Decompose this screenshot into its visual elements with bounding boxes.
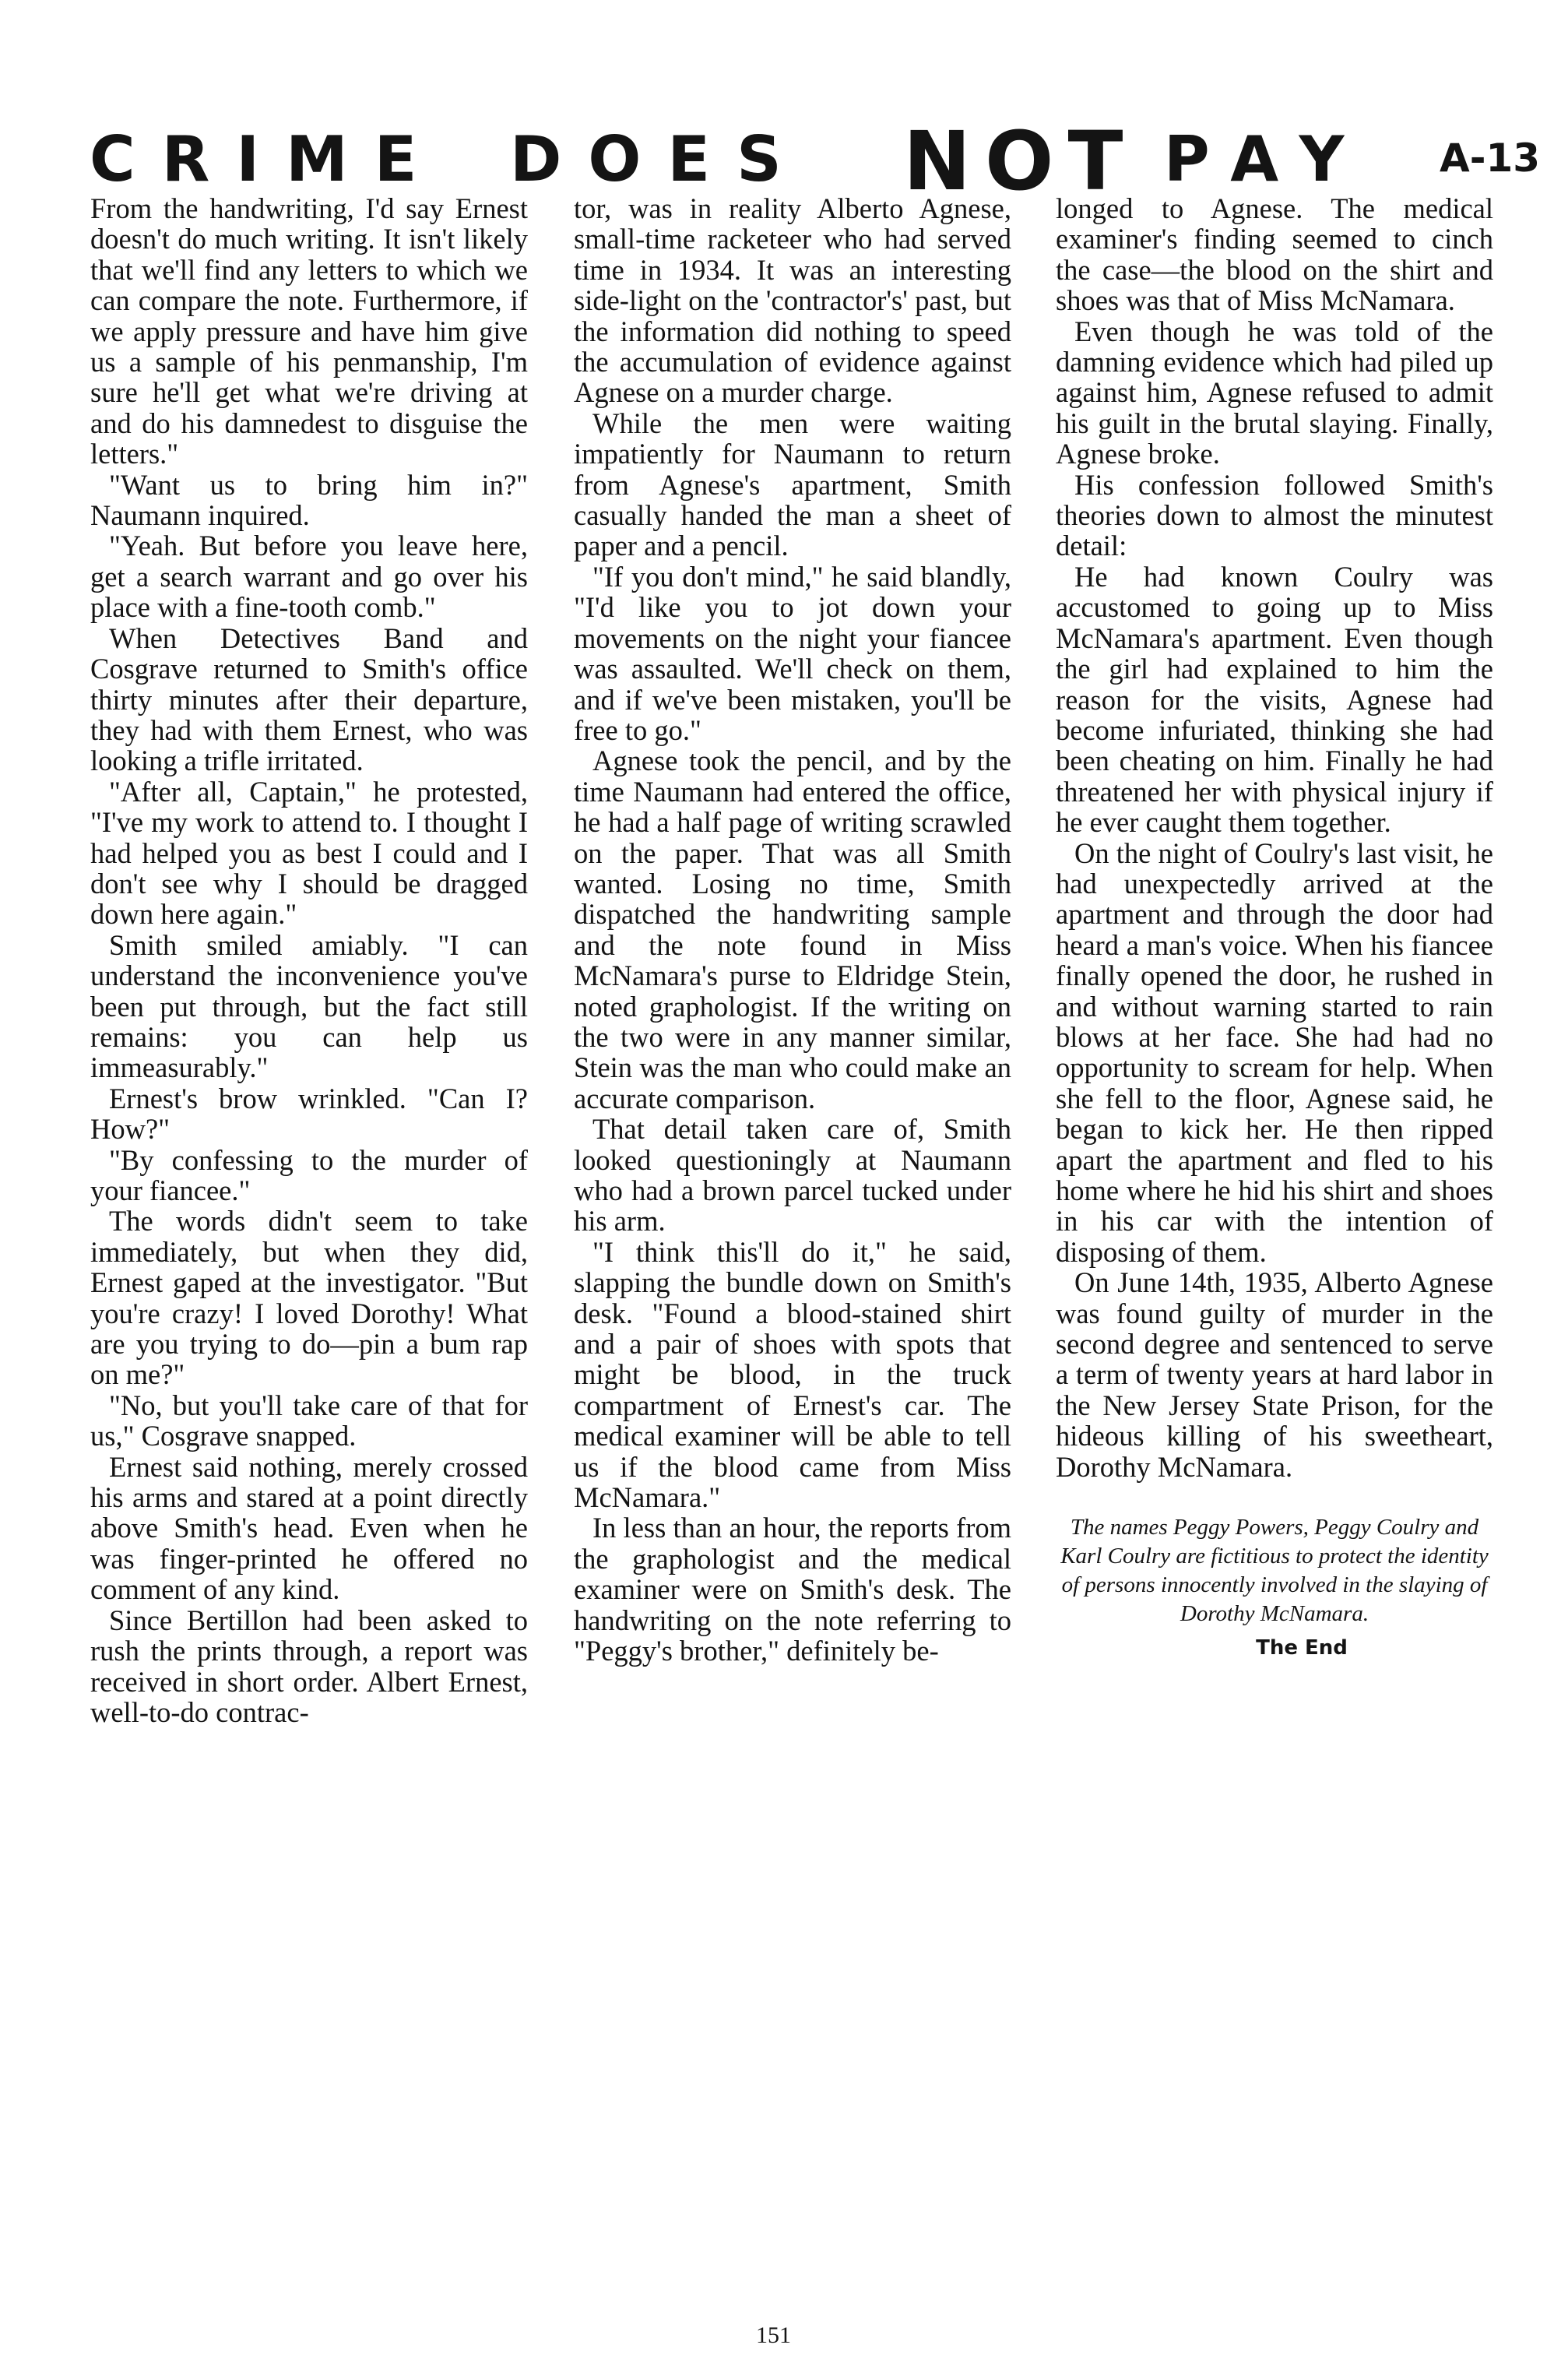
page-header — [90, 114, 1541, 209]
paragraph: tor, was in reality Alberto Agnese, small-time racketeer who had served time in 1934. It was an interesting side-light on the 'contractor's' past, but the information did nothing to speed the accumulation of evidence against Agnese on a murder charge. — [574, 193, 1011, 409]
paragraph: When Detectives Band and Cosgrave returned to Smith's office thirty minutes after their departure, they had with them Ernest, who was looking a trifle irritated. — [90, 621, 528, 777]
paragraph: "No, but you'll take care of that for us," Cosgrave snapped. — [90, 1389, 528, 1452]
paragraph: "By confessing to the murder of your fiancee." — [90, 1143, 528, 1206]
paragraph: "Yeah. But before you leave here, get a search warrant and go over his place with a fine-tooth comb." — [90, 530, 528, 624]
paragraph: Even though he was told of the damning evidence which had piled up against him, Agnese refused to admit his guilt in the brutal slaying. Finally, Agnese broke. — [1056, 315, 1493, 470]
paragraph: From the handwriting, I'd say Ernest doesn't do much writing. It isn't likely that we'll find any letters to which we can compare the note. Furthermore, if we apply pressure and have him give us a sample of his penmanship, I'm sure he'll get what we're driving at and do his damnedest to disguise the letters." — [90, 193, 528, 470]
paragraph: In less than an hour, the reports from the graphologist and the medical examiner were on Smith's desk. The handwriting on the note referring to "Peggy's brother," definitely be- — [574, 1512, 1011, 1667]
header-word-not: NOT — [903, 114, 1137, 209]
paragraph: Since Bertillon had been asked to rush the prints through, a report was received in short order. Albert Ernest, well-to-do contrac- — [90, 1604, 528, 1728]
paragraph: While the men were waiting impatiently for Naumann to return from Agnese's apartment, Smith casually handed the man a sheet of paper and a pencil. — [574, 407, 1011, 562]
paragraph: On June 14th, 1935, Alberto Agnese was found guilty of murder in the second degree and sentenced to serve a term of twenty years at hard labor in the New Jersey State Prison, for the hideous killing of his sweetheart, Dorothy McNamara. — [1056, 1266, 1493, 1483]
paragraph: Smith smiled amiably. "I can understand the inconvenience you've been put through, but the fact still remains: you can help us immeasurably." — [90, 928, 528, 1084]
paragraph: He had known Coulry was accustomed to going up to Miss McNamara's apartment. Even though the girl had explained to him the reason for the visits, Agnese had become infuriated, thinking she had been cheating on him. Finally he had threatened her with physical injury if he ever caught them together. — [1056, 560, 1493, 839]
paragraph: "I think this'll do it," he said, slapping the bundle down on Smith's desk. "Found a blood-stained shirt and a pair of shoes with spots that might be blood, in the truck compartment of Ernest's car. The medical examiner will be able to tell us if the blood came from Miss McNamara." — [574, 1235, 1011, 1514]
paragraph: "Want us to bring him in?" Naumann inquired. — [90, 468, 528, 532]
paragraph: Ernest said nothing, merely crossed his arms and stared at a point directly above Smith's head. Even when he was finger-printed he offered no comment of any kind. — [90, 1450, 528, 1606]
paragraph: "After all, Captain," he protested, "I've my work to attend to. I thought I had helped you as best I could and I don't see why I should be dragged down here again." — [90, 775, 528, 931]
header-word-does: DOES — [510, 123, 808, 195]
paragraph: That detail taken care of, Smith looked questioningly at Naumann who had a brown parcel tucked under his arm. — [574, 1113, 1011, 1238]
header-word-pay: PAY — [1164, 123, 1371, 195]
text-column-1 — [90, 193, 528, 2171]
paragraph: The words didn't seem to take immediately, but when they did, Ernest gaped at the investigator. "But you're crazy! I loved Dorothy! What are you trying to do—pin a bum rap on me?" — [90, 1205, 528, 1391]
page-number: 151 — [756, 2322, 791, 2348]
paragraph: longed to Agnese. The medical examiner's finding seemed to cinch the case—the blood on the shirt and shoes was that of Miss McNamara. — [1056, 193, 1493, 317]
paragraph: Ernest's brow wrinkled. "Can I? How?" — [90, 1082, 528, 1146]
text-column-3 — [1056, 193, 1493, 2171]
paragraph: Agnese took the pencil, and by the time Naumann had entered the office, he had a half page of writing scrawled on the paper. That was all Smith wanted. Losing no time, Smith dispatched the handwriting sample and the note found in Miss McNamara's purse to Eldridge Stein, noted graphologist. If the writing on the two were in any manner similar, Stein was the man who could make an accurate comparison. — [574, 745, 1011, 1114]
end-mark: The End — [1256, 1636, 1348, 1660]
text-column-2 — [574, 193, 1011, 2171]
footnote-disclaimer: The names Peggy Powers, Peggy Coulry and Karl Coulry are fictitious to protect the identity of persons innocently involved in the slaying of Dorothy McNamara. — [1060, 1515, 1489, 1627]
folio-label: A-13 — [1440, 136, 1541, 181]
paragraph: "If you don't mind," he said blandly, "I'd like you to jot down your movements on the night your fiancee was assaulted. We'll check on them, and if we've been mistaken, you'll be free to go." — [574, 560, 1011, 746]
paragraph: His confession followed Smith's theories down to almost the minutest detail: — [1056, 468, 1493, 562]
header-word-crime: CRIME — [90, 123, 444, 195]
paragraph: On the night of Coulry's last visit, he had unexpectedly arrived at the apartment and through the door had heard a man's voice. When his fiancee finally opened the door, he rushed in and without warning started to rain blows at her face. She had had no opportunity to scream for help. When she fell to the floor, Agnese said, he began to kick her. He then ripped apart the apartment and fled to his home where he hid his shirt and shoes in his car with the intention of disposing of them. — [1056, 836, 1493, 1268]
